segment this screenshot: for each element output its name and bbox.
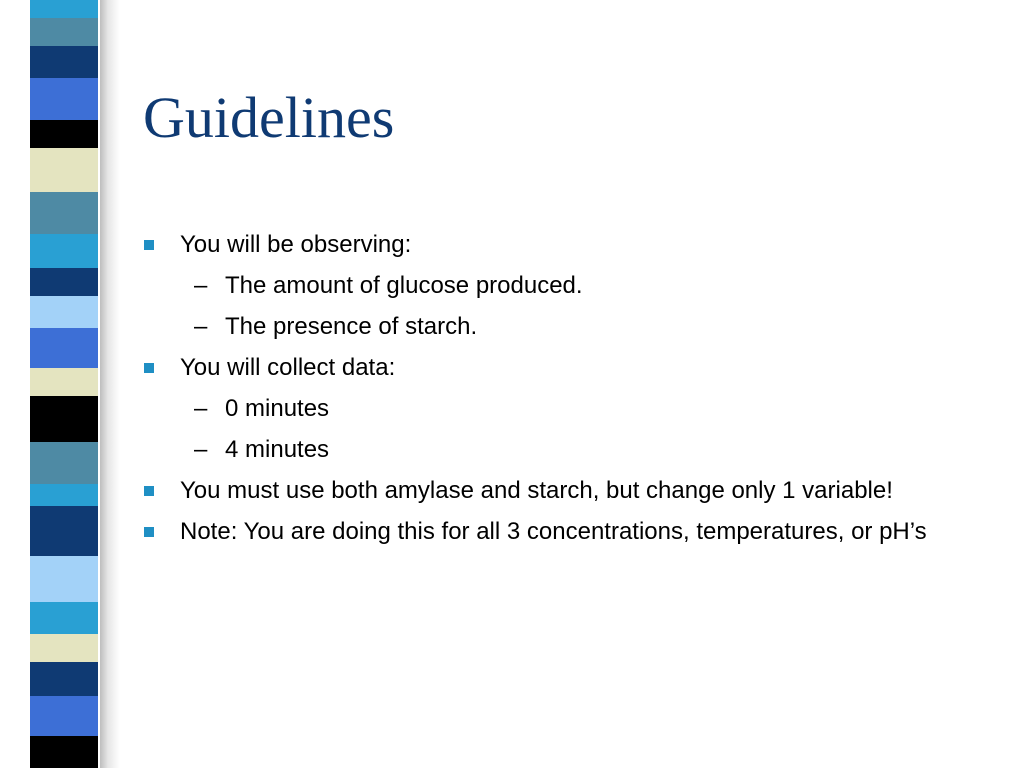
stripe-band bbox=[30, 506, 98, 556]
stripe-band bbox=[30, 328, 98, 368]
stripe-band bbox=[30, 148, 98, 192]
stripe-band bbox=[30, 662, 98, 696]
sub-bullet-item bbox=[143, 433, 993, 467]
stripe-band bbox=[30, 368, 98, 396]
bullet-list bbox=[143, 228, 993, 556]
slide-title: Guidelines bbox=[143, 85, 395, 150]
stripe-band bbox=[30, 0, 98, 18]
square-bullet-icon bbox=[144, 486, 154, 496]
dash-bullet-icon: – bbox=[194, 272, 208, 299]
sub-bullet-item bbox=[143, 269, 993, 303]
stripe-band bbox=[30, 120, 98, 148]
bullet-text: Note: You are doing this for all 3 concentrations, temperatures, or pH’s bbox=[180, 518, 927, 545]
stripe-band bbox=[30, 234, 98, 268]
stripe-band bbox=[30, 46, 98, 78]
stripe-band bbox=[30, 78, 98, 120]
bullet-item bbox=[143, 351, 993, 385]
stripe-shadow bbox=[100, 0, 120, 768]
sub-bullet-item bbox=[143, 310, 993, 344]
bullet-text: You must use both amylase and starch, but change only 1 variable! bbox=[180, 477, 893, 504]
stripe-band bbox=[30, 602, 98, 634]
stripe-band bbox=[30, 268, 98, 296]
dash-bullet-icon: – bbox=[194, 313, 208, 340]
stripe-band bbox=[30, 696, 98, 736]
sub-bullet-text: 4 minutes bbox=[225, 436, 330, 463]
stripe-band bbox=[30, 634, 98, 662]
sub-bullet-text: The presence of starch. bbox=[225, 313, 478, 340]
stripe-band bbox=[30, 484, 98, 506]
stripe-band bbox=[30, 556, 98, 602]
stripe-band bbox=[30, 736, 98, 768]
square-bullet-icon bbox=[144, 527, 154, 537]
sub-bullet-text: The amount of glucose produced. bbox=[225, 272, 583, 299]
bullet-item bbox=[143, 474, 993, 508]
sub-bullet-item bbox=[143, 392, 993, 426]
sub-bullet-text: 0 minutes bbox=[225, 395, 330, 422]
stripe-band bbox=[30, 192, 98, 234]
stripe-band bbox=[30, 396, 98, 442]
bullet-text: You will be observing: bbox=[180, 231, 412, 258]
bullet-text: You will collect data: bbox=[180, 354, 396, 381]
bullet-item bbox=[143, 228, 993, 262]
dash-bullet-icon: – bbox=[194, 395, 208, 422]
square-bullet-icon bbox=[144, 363, 154, 373]
stripe-band bbox=[30, 296, 98, 328]
square-bullet-icon bbox=[144, 240, 154, 250]
bullet-item bbox=[143, 515, 993, 549]
dash-bullet-icon: – bbox=[194, 436, 208, 463]
stripe-band bbox=[30, 442, 98, 484]
stripe-band bbox=[30, 18, 98, 46]
